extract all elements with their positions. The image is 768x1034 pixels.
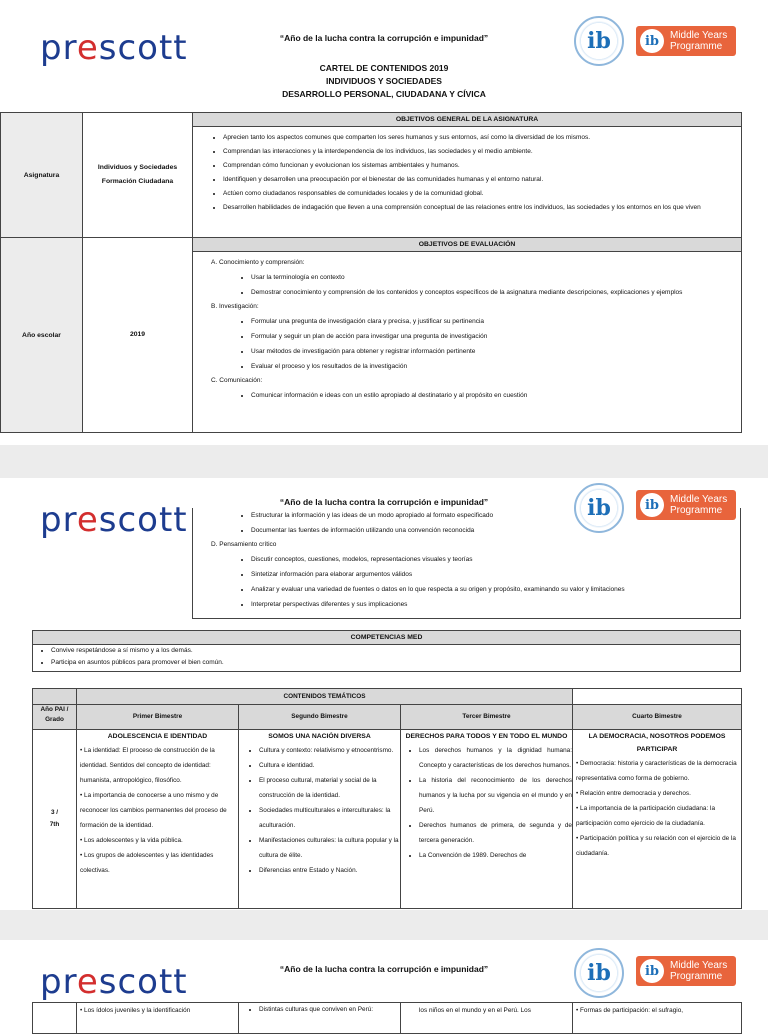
objectives-table (0, 112, 742, 433)
prescott-logo: prescott (40, 500, 188, 540)
list-item: • Formular una pregunta de investigación clara y precisa, y justificar su pertinencia (251, 314, 741, 329)
list-item: • Formular y seguir un plan de acción para investigar una pregunta de investigación (251, 329, 741, 344)
competencias-table (32, 630, 741, 672)
page-gap (0, 445, 768, 478)
list-item: • Estructurar la información y las ideas de un modo apropiado al formato especificado (251, 508, 740, 523)
list-item: • Participación política y su relación con el ejercicio de la ciudadanía. (576, 835, 736, 857)
contenidos-table (32, 688, 742, 909)
list-item: • Comprendan las interacciones y la interdependencia de los individuos, las sociedades y el medio ambiente. (223, 145, 741, 159)
myp-badge: ib Middle Years Programme (636, 490, 736, 520)
objectives-continued (192, 508, 741, 619)
obj-eval-header: OBJETIVOS DE EVALUACIÓN (193, 238, 742, 252)
list-item: • Los derechos humanos y la dignidad humana: Concepto y características de los derechos humanos. (419, 743, 572, 773)
list-item: • Desarrollen habilidades de indagación que lleven a una comprensión conceptual de las relaciones entre los individuos, las sociedades y los entornos en los que viven (223, 201, 741, 215)
list-item: • Participa en asuntos públicos para promover el bien común. (51, 657, 740, 669)
list-item: • La Convención de 1989. Derechos de (419, 848, 572, 863)
list-item: • Usar métodos de investigación para obtener y registrar información pertinente (251, 344, 741, 359)
list-item: • Documentar las fuentes de información utilizando una convención reconocida (251, 523, 740, 538)
list-item: • La importancia de conocerse a uno mismo y de reconocer los cambios permanentes del proceso de formación de la identidad. (80, 792, 227, 829)
grade-cell: 3 / 7th (33, 730, 77, 909)
list-item: • Discutir conceptos, cuestiones, modelos, representaciones visuales y teorías (251, 552, 740, 567)
competencias-header: COMPETENCIAS MED (33, 631, 741, 645)
list-item: • Convive respetándose a sí mismo y a los demás. (51, 645, 740, 657)
prescott-logo: prescott (40, 962, 188, 1002)
list-item: • Interpretar perspectivas diferentes y sus implicaciones (251, 597, 740, 612)
b2-title: SOMOS UNA NACIÓN DIVERSA (268, 733, 371, 740)
page-2 (0, 478, 768, 940)
section-b: B. Investigación: (211, 303, 259, 310)
list-item: • Los ídolos juveniles y la identificación (80, 1007, 191, 1014)
list-item: • La historia del reconocimiento de los derechos humanos y la lucha por su vigencia en el mundo y en Perú. (419, 773, 572, 818)
list-item: • Los adolescentes y la vida pública. (80, 837, 183, 844)
list-item: • Comunicar información e ideas con un estilo apropiado al destinatario y al propósito en cuestión (251, 388, 741, 403)
motto: “Año de la lucha contra la corrupción e impunidad” (279, 497, 489, 507)
myp-badge: ib Middle Years Programme (636, 956, 736, 986)
myp-badge: ib Middle Years Programme (636, 26, 736, 56)
document-title: CARTEL DE CONTENIDOS 2019 INDIVIDUOS Y SOCIEDADES DESARROLLO PERSONAL, CIUDADANA Y CÍVICA (282, 63, 486, 99)
list-item: • Los grupos de adolescentes y las identidades colectivas. (80, 852, 214, 874)
list-item: • El proceso cultural, material y social de la construcción de la identidad. (259, 773, 400, 803)
b1-title: ADOLESCENCIA E IDENTIDAD (107, 733, 208, 740)
motto: “Año de la lucha contra la corrupción e impunidad” (279, 33, 489, 43)
list-item: • Usar la terminología en contexto (251, 270, 741, 285)
prescott-logo: prescott (40, 28, 188, 68)
list-item: • Demostrar conocimiento y comprensión de los contenidos y conceptos específicos de la asignatura mediante descripciones, explicaciones y ejemplos (251, 285, 741, 300)
list-item: • Cultura e identidad. (259, 758, 400, 773)
contenidos-continued (32, 1002, 742, 1034)
list-item: • Actúen como ciudadanos responsables de comunidades locales y de la comunidad global. (223, 187, 741, 201)
col-grade: Año PAI / Grado (33, 705, 77, 730)
list-item: • Derechos humanos de primera, de segunda y de tercera generación. (419, 818, 572, 848)
list-item: • Analizar y evaluar una variedad de fuentes o datos en lo que respecta a su origen y propósito, examinando su valor y limitaciones (251, 582, 740, 597)
b3-title: DERECHOS PARA TODOS Y EN TODO EL MUNDO (405, 733, 568, 740)
obj-general-header: OBJETIVOS GENERAL DE LA ASIGNATURA (193, 113, 742, 127)
list-item: • Democracia: historia y características de la democracia representativa como forma de gobierno. (576, 760, 737, 782)
motto: “Año de la lucha contra la corrupción e impunidad” (279, 964, 489, 974)
anio-value: 2019 (83, 238, 193, 433)
col-segundo: Segundo Bimestre (239, 705, 401, 730)
list-item: • Diferencias entre Estado y Nación. (259, 863, 400, 878)
section-d: D. Pensamiento crítico (211, 541, 277, 548)
page-1 (0, 0, 768, 445)
anio-label: Año escolar (1, 238, 83, 433)
list-item: • Cultura y contexto: relativismo y etnocentrismo. (259, 743, 400, 758)
ib-icon: ib (640, 959, 664, 983)
list-item: • Aprecien tanto los aspectos comunes que comparten los seres humanos y sus entornos, así como la diversidad de los mismos. (223, 131, 741, 145)
list-item: • La identidad: El proceso de construcción de la identidad. Sentidos del concepto de identidad: humanista, antropológico, filosófico. (80, 747, 215, 784)
list-item: • Sociedades multiculturales e interculturales: la aculturación. (259, 803, 400, 833)
list-item: los niños en el mundo y en el Perú. Los (419, 1007, 531, 1014)
list-item: • La importancia de la participación ciudadana: la participación como ejercicio de la ciudadanía. (576, 805, 716, 827)
b4-title: LA DEMOCRACIA, NOSOTROS PODEMOS PARTICIPAR (588, 733, 726, 753)
list-item: • Relación entre democracia y derechos. (576, 790, 691, 797)
col-cuarto: Cuarto Bimestre (573, 705, 742, 730)
section-a: A. Conocimiento y comprensión: (211, 259, 305, 266)
ib-icon: ib (640, 493, 664, 517)
contenidos-header: CONTENIDOS TEMÁTICOS (77, 689, 573, 705)
list-item: • Identifiquen y desarrollen una preocupación por el bienestar de las comunidades humanas y el entorno natural. (223, 173, 741, 187)
page-gap (0, 910, 768, 940)
ib-seal-icon: ib (574, 948, 624, 998)
page-3 (0, 940, 768, 1024)
list-item: • Sintetizar información para elaborar argumentos válidos (251, 567, 740, 582)
ib-seal-icon: ib (574, 16, 624, 66)
list-item: • Manifestaciones culturales: la cultura popular y la cultura de élite. (259, 833, 400, 863)
list-item: • Distintas culturas que conviven en Perú: (259, 1003, 400, 1017)
list-item: • Formas de participación: el sufragio, (576, 1007, 684, 1014)
section-c: C. Comunicación: (211, 377, 263, 384)
asignatura-name: Individuos y Sociedades Formación Ciudadana (83, 113, 193, 238)
ib-seal-icon: ib (574, 483, 624, 533)
list-item: • Evaluar el proceso y los resultados de la investigación (251, 359, 741, 374)
asignatura-label: Asignatura (1, 113, 83, 238)
col-primer: Primer Bimestre (77, 705, 239, 730)
list-item: • Comprendan cómo funcionan y evolucionan los sistemas ambientales y humanos. (223, 159, 741, 173)
col-tercer: Tercer Bimestre (401, 705, 573, 730)
ib-icon: ib (640, 29, 664, 53)
